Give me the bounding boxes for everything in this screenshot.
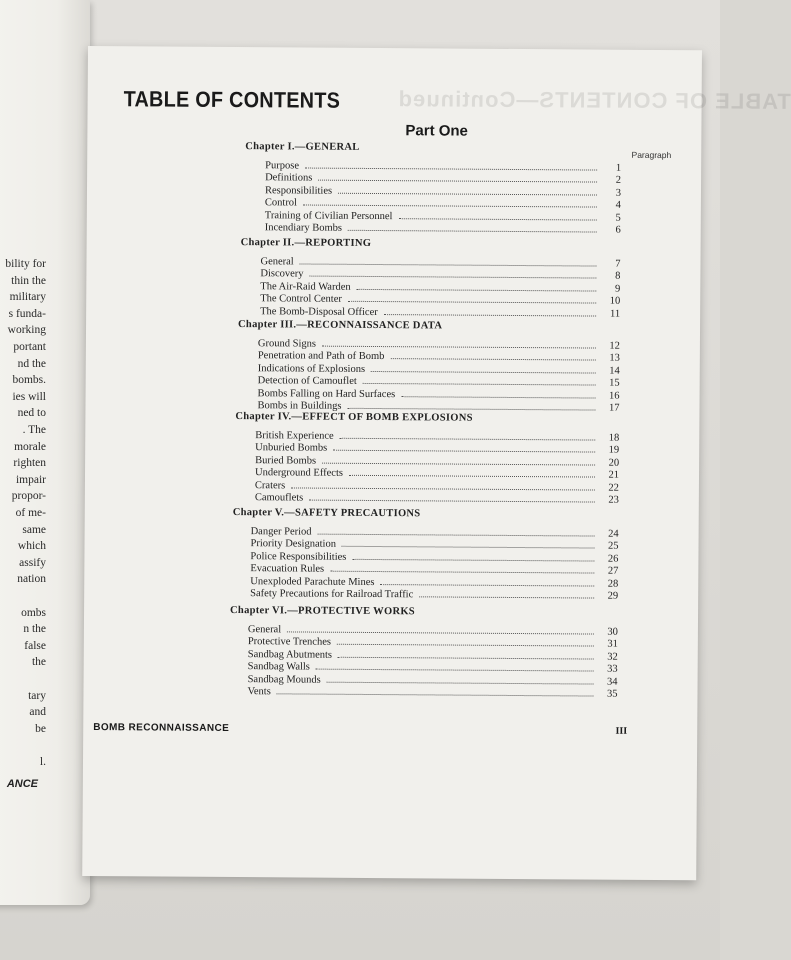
toc-entry — [255, 490, 619, 506]
toc-entry-paragraph-number: 29 — [607, 590, 619, 602]
left-page-line: assify — [19, 556, 46, 569]
toc-entry-paragraph-number: 5 — [615, 212, 621, 224]
dot-leader — [287, 622, 594, 634]
toc-entry-paragraph-number: 8 — [615, 271, 621, 283]
toc-entry-paragraph-number: 11 — [609, 308, 621, 320]
toc-entry — [260, 304, 620, 320]
toc-entry-label: Detection of Camouflet — [257, 375, 357, 388]
dot-leader — [337, 635, 594, 647]
toc-entry-label: Craters — [254, 479, 286, 491]
toc-entry-label: Training of Civilian Personnel — [264, 209, 393, 222]
toc-entry-paragraph-number: 20 — [608, 457, 620, 469]
left-page-line: morale — [14, 440, 46, 453]
left-page-line: false — [24, 639, 46, 652]
toc-entry-label: Buried Bombs — [255, 454, 317, 467]
dot-leader — [291, 478, 595, 490]
left-page-line: propor- — [11, 490, 46, 503]
toc-entry-paragraph-number: 18 — [608, 432, 620, 444]
dot-leader — [371, 362, 596, 374]
toc-entry-label: Definitions — [265, 172, 313, 184]
left-page-line: the — [31, 656, 46, 669]
toc-entry-paragraph-number: 24 — [608, 528, 619, 540]
left-page-line: working — [7, 324, 46, 337]
toc-entry-label: Danger Period — [250, 526, 312, 538]
toc-entry-paragraph-number: 34 — [607, 676, 618, 688]
toc-entry-paragraph-number: 7 — [615, 258, 621, 270]
dot-leader — [348, 221, 597, 233]
dot-leader — [338, 648, 594, 660]
left-page — [0, 0, 90, 905]
dot-leader — [342, 537, 595, 549]
dot-leader — [419, 587, 594, 598]
left-page-line: . The — [22, 424, 46, 436]
toc-entry-label: Unburied Bombs — [255, 442, 328, 455]
toc-entry-paragraph-number: 15 — [609, 377, 620, 389]
toc-entry-label: Safety Precautions for Railroad Traffic — [250, 588, 414, 601]
toc-entry-paragraph-number: 6 — [615, 224, 621, 236]
left-page-line: nation — [17, 573, 46, 586]
toc-entry-paragraph-number: 1 — [615, 162, 622, 174]
dot-leader — [384, 305, 596, 316]
toc-entry-paragraph-number: 30 — [607, 626, 618, 638]
left-page-line: and — [29, 706, 46, 719]
left-page-line: same — [22, 523, 46, 536]
dot-leader — [380, 575, 594, 586]
toc-entry-label: Underground Effects — [254, 467, 344, 479]
toc-entry-label: British Experience — [255, 430, 334, 442]
left-page-line: righten — [13, 457, 46, 470]
dot-leader — [305, 159, 597, 171]
dot-leader — [390, 350, 595, 361]
dot-leader — [357, 280, 597, 292]
part-title: Part One — [405, 122, 469, 140]
dot-leader — [277, 684, 594, 696]
left-page-line: which — [17, 540, 46, 553]
toc-entry-paragraph-number: 12 — [609, 340, 620, 352]
dot-leader — [318, 171, 597, 183]
toc-entry-label: Sandbag Abutments — [247, 648, 333, 661]
toc-entry-paragraph-number: 9 — [615, 283, 621, 295]
toc-entry-paragraph-number: 19 — [608, 445, 620, 457]
toc-entry-paragraph-number: 25 — [607, 541, 619, 553]
dot-leader — [352, 550, 594, 562]
dot-leader — [398, 209, 596, 220]
dot-leader — [309, 491, 595, 503]
toc-entry-label: Responsibilities — [264, 185, 333, 197]
dot-leader — [338, 184, 597, 196]
toc-entry-paragraph-number: 14 — [609, 365, 620, 377]
dot-leader — [300, 254, 597, 266]
left-page-footer: ANCE — [6, 778, 38, 790]
toc-entry-paragraph-number: 16 — [609, 390, 620, 402]
toc-entry-label: Police Responsibilities — [250, 550, 347, 563]
left-page-line: ned to — [17, 407, 46, 420]
toc-entry-label: Ground Signs — [257, 338, 317, 350]
left-page-line: military — [9, 291, 46, 304]
left-page-line: l. — [39, 756, 46, 768]
bleed-through-text: TABLE OF CONTENTS—Continued — [397, 86, 791, 114]
chapter-heading: Chapter I.—GENERAL — [245, 141, 360, 153]
toc-entry-paragraph-number: 2 — [615, 175, 622, 187]
paragraph-column-label: Paragraph — [631, 149, 672, 161]
toc-entry-label: Unexploded Parachute Mines — [250, 575, 375, 588]
toc-entry-label: Control — [264, 197, 298, 209]
toc-entry-paragraph-number: 13 — [609, 353, 620, 365]
toc-entry-label: Camouflets — [254, 492, 304, 504]
left-page-line: bility for — [5, 258, 46, 270]
page-footer-title: BOMB RECONNAISSANCE — [93, 722, 230, 735]
toc-entry-paragraph-number: 28 — [607, 578, 619, 590]
toc-entry-paragraph-number: 23 — [608, 494, 619, 506]
left-page-line: s funda- — [8, 307, 46, 320]
toc-entry-label: Evacuation Rules — [250, 563, 325, 575]
dot-leader — [322, 337, 596, 349]
page-title: TABLE OF CONTENTS — [123, 86, 341, 113]
left-page-line: tary — [28, 689, 46, 702]
toc-page — [82, 46, 791, 880]
left-page-line: impair — [15, 473, 46, 486]
chapter-heading: Chapter II.—REPORTING — [240, 237, 372, 249]
toc-entry-label: Purpose — [265, 160, 300, 172]
toc-entry-paragraph-number: 35 — [606, 688, 618, 700]
chapter-heading: Chapter IV.—EFFECT OF BOMB EXPLOSIONS — [235, 411, 473, 424]
left-page-line: bombs. — [12, 374, 46, 387]
left-page-line: ombs — [21, 606, 46, 619]
toc-entry-paragraph-number: 21 — [608, 469, 620, 481]
toc-entry-paragraph-number: 32 — [607, 651, 618, 663]
toc-entry — [265, 220, 621, 235]
dot-leader — [347, 399, 595, 411]
toc-entry — [250, 586, 618, 602]
toc-entry-label: Priority Designation — [250, 538, 337, 551]
left-page-line: nd the — [17, 357, 46, 370]
toc-entry-label: The Air-Raid Warden — [260, 281, 351, 293]
toc-entry-label: Bombs in Buildings — [257, 400, 342, 412]
toc-entry-paragraph-number: 4 — [615, 199, 621, 211]
dot-leader — [327, 672, 594, 684]
toc-entry-label: Sandbag Mounds — [247, 673, 321, 686]
toc-entry — [247, 684, 617, 700]
dot-leader — [303, 196, 597, 208]
left-page-line: n the — [23, 623, 46, 636]
toc-entry-paragraph-number: 3 — [615, 187, 622, 199]
dot-leader — [322, 453, 595, 465]
left-page-line: thin the — [11, 274, 46, 287]
page-number: III — [615, 725, 628, 737]
toc-entry-label: Sandbag Walls — [247, 661, 310, 673]
toc-entry-paragraph-number: 17 — [608, 402, 620, 414]
chapter-heading: Chapter V.—SAFETY PRECAUTIONS — [232, 507, 421, 520]
toc-entry-paragraph-number: 31 — [607, 639, 618, 651]
toc-entry-label: Protective Trenches — [247, 636, 332, 649]
left-page-line: ies will — [12, 390, 46, 403]
left-page-line: be — [35, 722, 46, 735]
left-page-line: portant — [13, 341, 46, 353]
toc-entry-label: Incendiary Bombs — [264, 222, 343, 234]
dot-leader — [330, 562, 594, 574]
dot-leader — [363, 374, 596, 386]
dot-leader — [401, 387, 595, 398]
toc-entry-paragraph-number: 26 — [607, 553, 619, 565]
toc-entry-paragraph-number: 33 — [607, 663, 618, 675]
left-page-line: of me- — [15, 507, 46, 519]
chapter-heading: Chapter VI.—PROTECTIVE WORKS — [230, 605, 415, 618]
toc-entry-paragraph-number: 27 — [607, 565, 619, 577]
toc-entry-paragraph-number: 10 — [609, 295, 621, 307]
toc-entry-label: Indications of Explosions — [257, 362, 366, 375]
toc-entry-label: The Bomb-Disposal Officer — [260, 305, 378, 318]
dot-leader — [348, 292, 596, 304]
toc-entry-label: Discovery — [260, 268, 304, 280]
dot-leader — [333, 441, 595, 453]
dot-leader — [316, 660, 594, 672]
toc-entry-label: General — [247, 624, 282, 636]
toc-entry-label: Bombs Falling on Hard Surfaces — [257, 387, 396, 400]
toc-entry-label: Penetration and Path of Bomb — [257, 350, 385, 363]
dot-leader — [349, 466, 595, 478]
dot-leader — [340, 429, 596, 441]
dot-leader — [310, 267, 597, 279]
chapter-heading: Chapter III.—RECONNAISSANCE DATA — [238, 319, 443, 332]
toc-entry-label: The Control Center — [260, 293, 342, 305]
toc-entry-label: General — [260, 256, 294, 268]
toc-entry-label: Vents — [247, 686, 271, 698]
dot-leader — [318, 525, 595, 537]
toc-entry-paragraph-number: 22 — [608, 482, 619, 494]
